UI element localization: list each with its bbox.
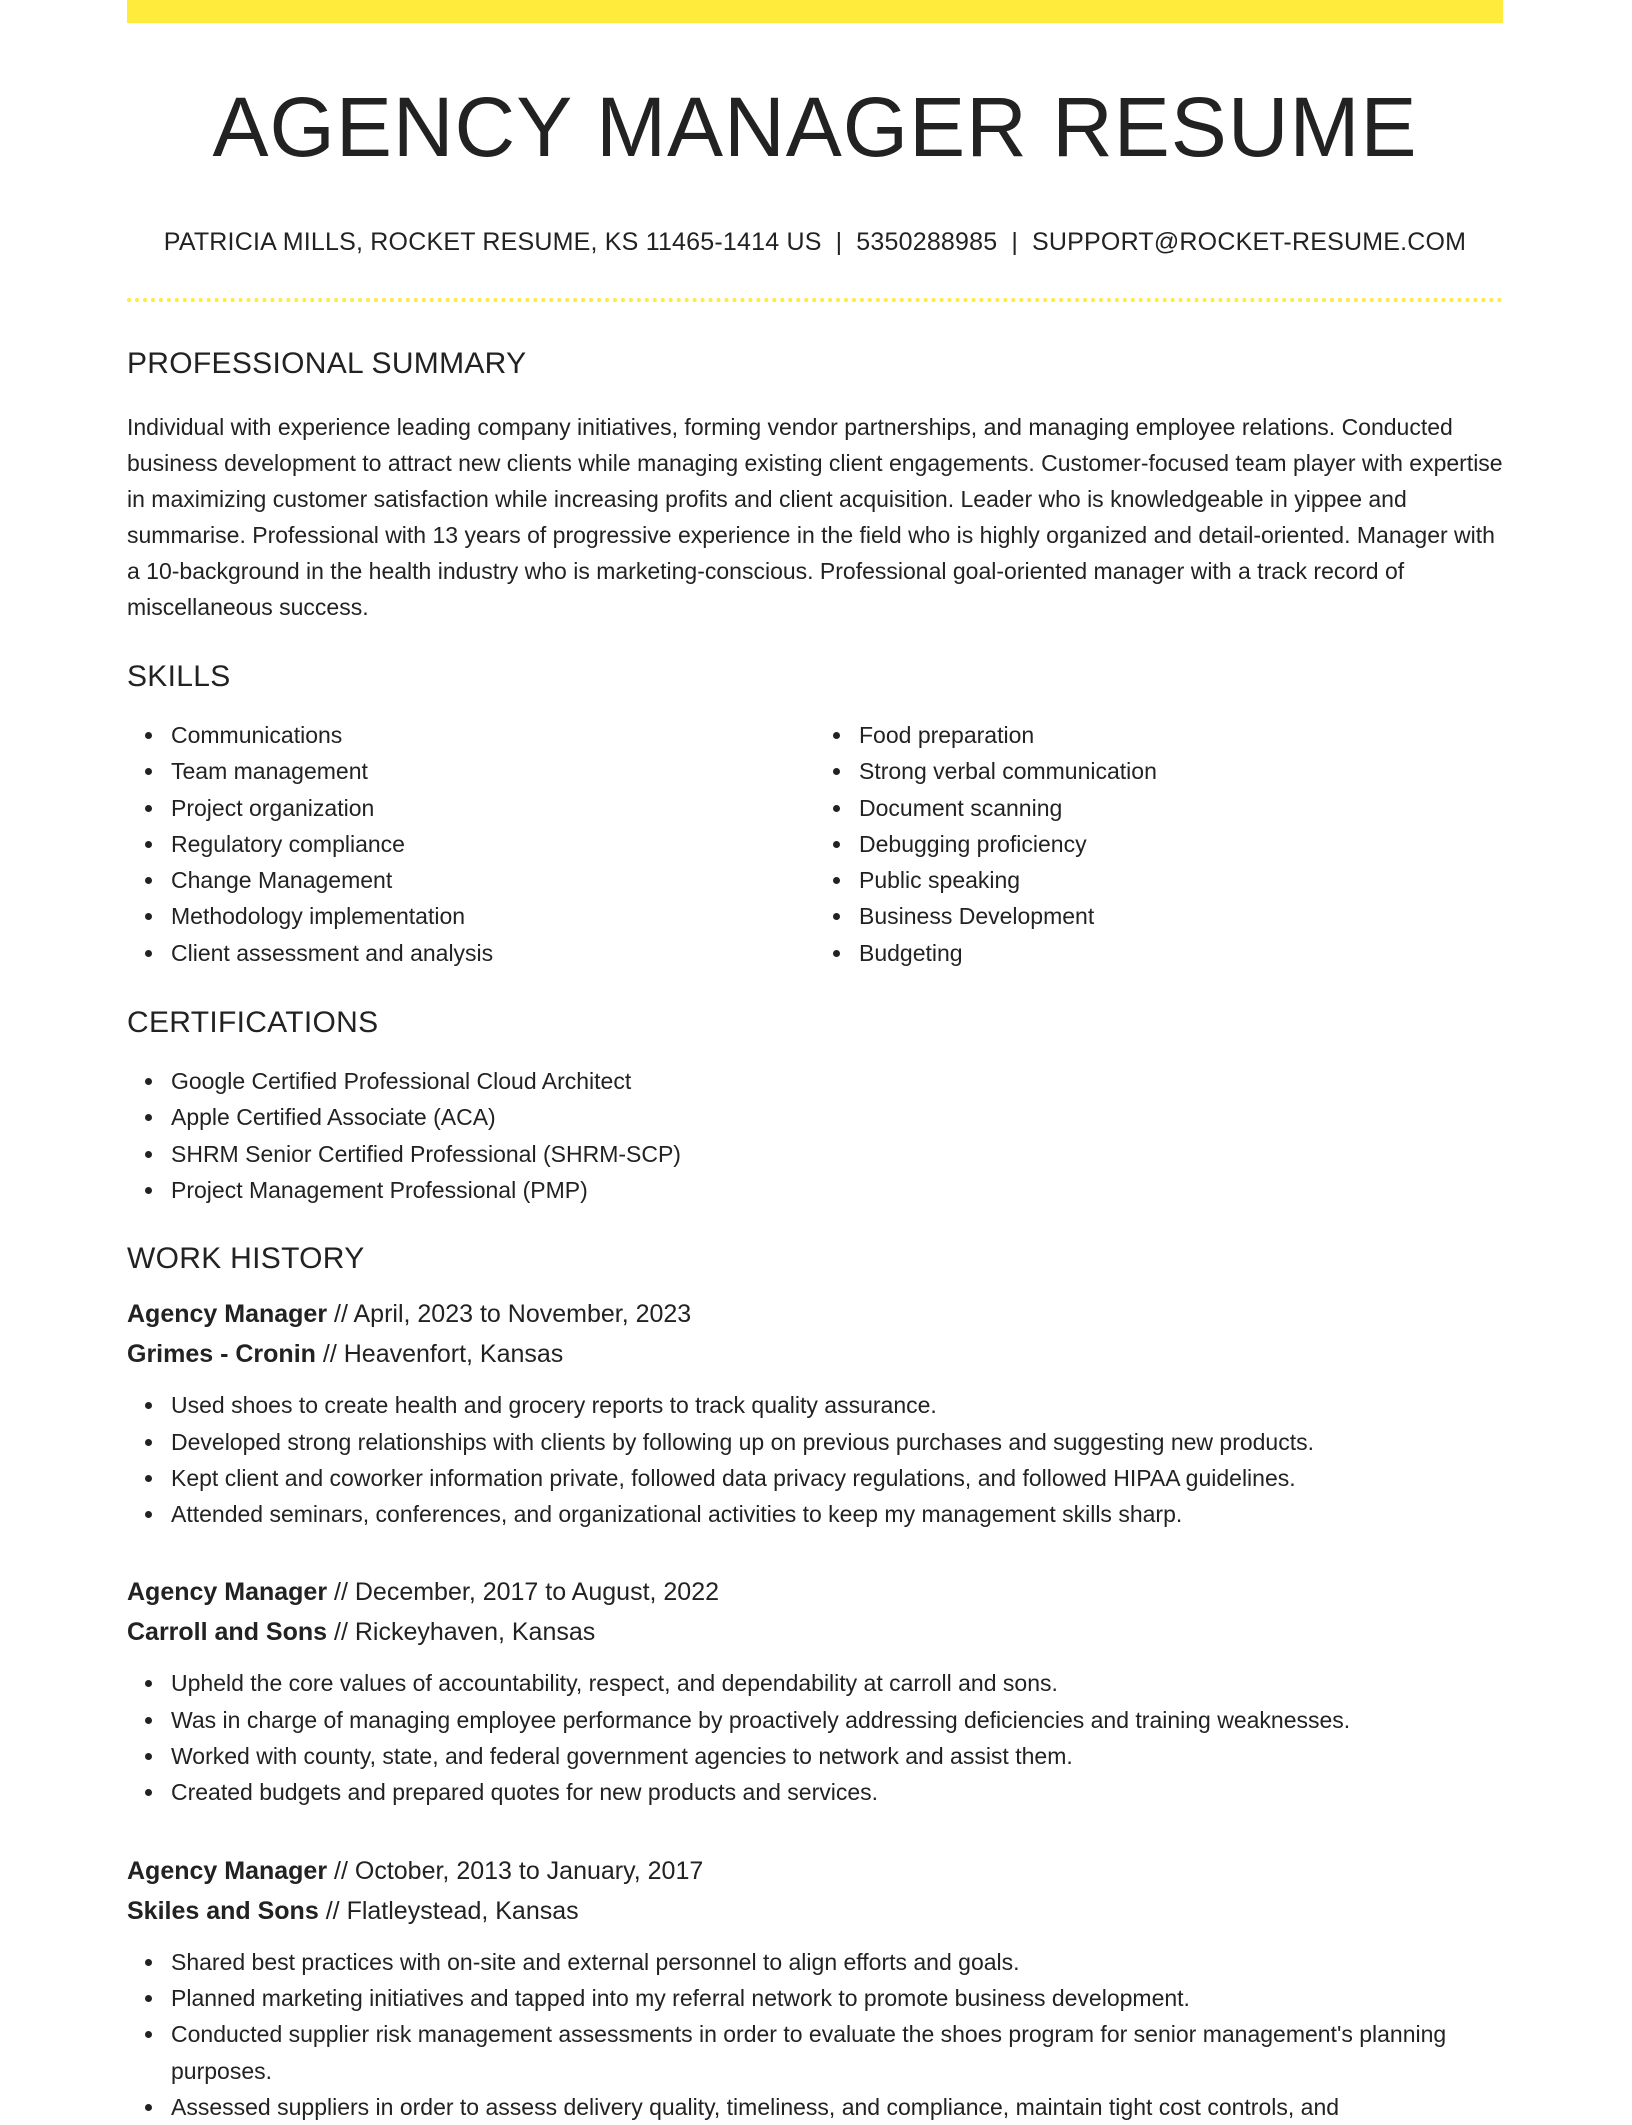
job-bullet: Upheld the core values of accountability, respect, and dependability at carroll and sons. bbox=[171, 1665, 1503, 1701]
job-bullet-list bbox=[127, 1387, 1503, 1532]
resume-page bbox=[127, 0, 1503, 2125]
skill-item: Regulatory compliance bbox=[171, 826, 815, 862]
certification-item: Apple Certified Associate (ACA) bbox=[171, 1099, 1503, 1135]
summary-text: Individual with experience leading company initiatives, forming vendor partnerships, and managing employee relations. Conducted business development to attract new clients while managing existing client engagements. Customer-focused team player with expertise in maximizing customer satisfaction while increasing profits and client acquisition. Leader who is knowledgeable in yippee and summarise. Professional with 13 years of progressive experience in the field who is highly organized and detail-oriented. Manager with a 10-background in the health industry who is marketing-conscious. Professional goal-oriented manager with a track record of miscellaneous success. bbox=[127, 414, 1503, 620]
skill-item: Business Development bbox=[859, 898, 1503, 934]
job-company: Skiles and Sons bbox=[127, 1896, 319, 1925]
job-company: Carroll and Sons bbox=[127, 1618, 328, 1647]
summary-heading: PROFESSIONAL SUMMARY bbox=[127, 347, 527, 380]
job-divider: // bbox=[334, 1618, 348, 1647]
job-divider: // bbox=[322, 1340, 337, 1369]
skill-item: Communications bbox=[171, 717, 815, 753]
skill-item: Strong verbal communication bbox=[859, 753, 1503, 789]
skills-list-right bbox=[815, 717, 1503, 971]
job-bullet: Was in charge of managing employee performance by proactively addressing deficiencies and training weaknesses. bbox=[171, 1702, 1503, 1738]
top-accent-bar bbox=[127, 0, 1503, 23]
job-divider: // bbox=[334, 1578, 348, 1607]
contact-separator: | bbox=[835, 228, 843, 256]
job-divider: // bbox=[325, 1896, 340, 1925]
contact-separator: | bbox=[1011, 228, 1019, 256]
job-title-line bbox=[127, 1294, 1503, 1334]
job-title-line bbox=[127, 1572, 1503, 1612]
job-bullet: Planned marketing initiatives and tapped into my referral network to promote business development. bbox=[171, 1980, 1503, 2016]
skill-item: Budgeting bbox=[859, 935, 1503, 971]
job-company-line bbox=[127, 1612, 1503, 1652]
resume-title: AGENCY MANAGER RESUME bbox=[212, 80, 1418, 174]
work-history-heading: WORK HISTORY bbox=[127, 1242, 365, 1276]
skill-item: Project organization bbox=[171, 790, 815, 826]
contact-line bbox=[127, 227, 1503, 257]
job-company-line bbox=[127, 1334, 1503, 1374]
job-title: Agency Manager bbox=[127, 1300, 328, 1329]
certification-item: SHRM Senior Certified Professional (SHRM-SCP) bbox=[171, 1136, 1503, 1172]
skills-heading: SKILLS bbox=[127, 660, 231, 693]
skill-item: Food preparation bbox=[859, 717, 1503, 753]
job-company-line bbox=[127, 1891, 1503, 1931]
job-bullet: Worked with county, state, and federal government agencies to network and assist them. bbox=[171, 1738, 1503, 1774]
job-dates: April, 2023 to November, 2023 bbox=[353, 1300, 692, 1329]
job-bullet-list bbox=[127, 1665, 1503, 1810]
skill-item: Client assessment and analysis bbox=[171, 935, 815, 971]
skill-item: Change Management bbox=[171, 862, 815, 898]
job-entry bbox=[127, 1294, 1503, 1532]
job-bullet: Shared best practices with on-site and external personnel to align efforts and goals. bbox=[171, 1944, 1503, 1980]
job-dates: October, 2013 to January, 2017 bbox=[354, 1856, 704, 1885]
job-bullet: Attended seminars, conferences, and organizational activities to keep my management skills sharp. bbox=[171, 1496, 1503, 1532]
job-bullet: Created budgets and prepared quotes for new products and services. bbox=[171, 1774, 1503, 1810]
job-title: Agency Manager bbox=[127, 1578, 328, 1607]
certification-item: Google Certified Professional Cloud Architect bbox=[171, 1063, 1503, 1099]
job-company: Grimes - Cronin bbox=[127, 1340, 316, 1369]
job-divider: // bbox=[334, 1856, 348, 1885]
job-title-line bbox=[127, 1851, 1503, 1891]
skills-columns bbox=[127, 717, 1503, 971]
certifications-list bbox=[127, 1063, 1503, 1208]
contact-phone: 5350288985 bbox=[856, 228, 998, 256]
skill-item: Public speaking bbox=[859, 862, 1503, 898]
job-title: Agency Manager bbox=[127, 1856, 328, 1885]
job-bullet: Used shoes to create health and grocery reports to track quality assurance. bbox=[171, 1387, 1503, 1423]
job-bullet: Conducted supplier risk management assessments in order to evaluate the shoes program for senior management's planning purposes. bbox=[171, 2016, 1503, 2089]
skill-item: Team management bbox=[171, 753, 815, 789]
certifications-heading: CERTIFICATIONS bbox=[127, 1006, 379, 1040]
contact-address: PATRICIA MILLS, ROCKET RESUME, KS 11465-1414 US bbox=[163, 228, 822, 256]
certification-item: Project Management Professional (PMP) bbox=[171, 1172, 1503, 1208]
job-bullet: Developed strong relationships with clients by following up on previous purchases and suggesting new products. bbox=[171, 1424, 1503, 1460]
job-entry bbox=[127, 1572, 1503, 1810]
skill-item: Methodology implementation bbox=[171, 898, 815, 934]
job-bullet: Assessed suppliers in order to assess delivery quality, timeliness, and compliance, maintain tight cost controls, and bbox=[171, 2089, 1503, 2125]
job-bullet: Kept client and coworker information private, followed data privacy regulations, and followed HIPAA guidelines. bbox=[171, 1460, 1503, 1496]
job-dates: December, 2017 to August, 2022 bbox=[354, 1578, 720, 1607]
job-location: Flatleystead, Kansas bbox=[346, 1896, 579, 1925]
skill-item: Debugging proficiency bbox=[859, 826, 1503, 862]
job-location: Rickeyhaven, Kansas bbox=[354, 1618, 596, 1647]
job-bullet-list bbox=[127, 1944, 1503, 2125]
header-divider bbox=[127, 298, 1503, 302]
skills-list-left bbox=[127, 717, 815, 971]
job-entry bbox=[127, 1851, 1503, 2125]
skill-item: Document scanning bbox=[859, 790, 1503, 826]
job-location: Heavenfort, Kansas bbox=[343, 1340, 564, 1369]
job-divider: // bbox=[334, 1300, 348, 1329]
contact-email: SUPPORT@ROCKET-RESUME.COM bbox=[1032, 228, 1467, 256]
